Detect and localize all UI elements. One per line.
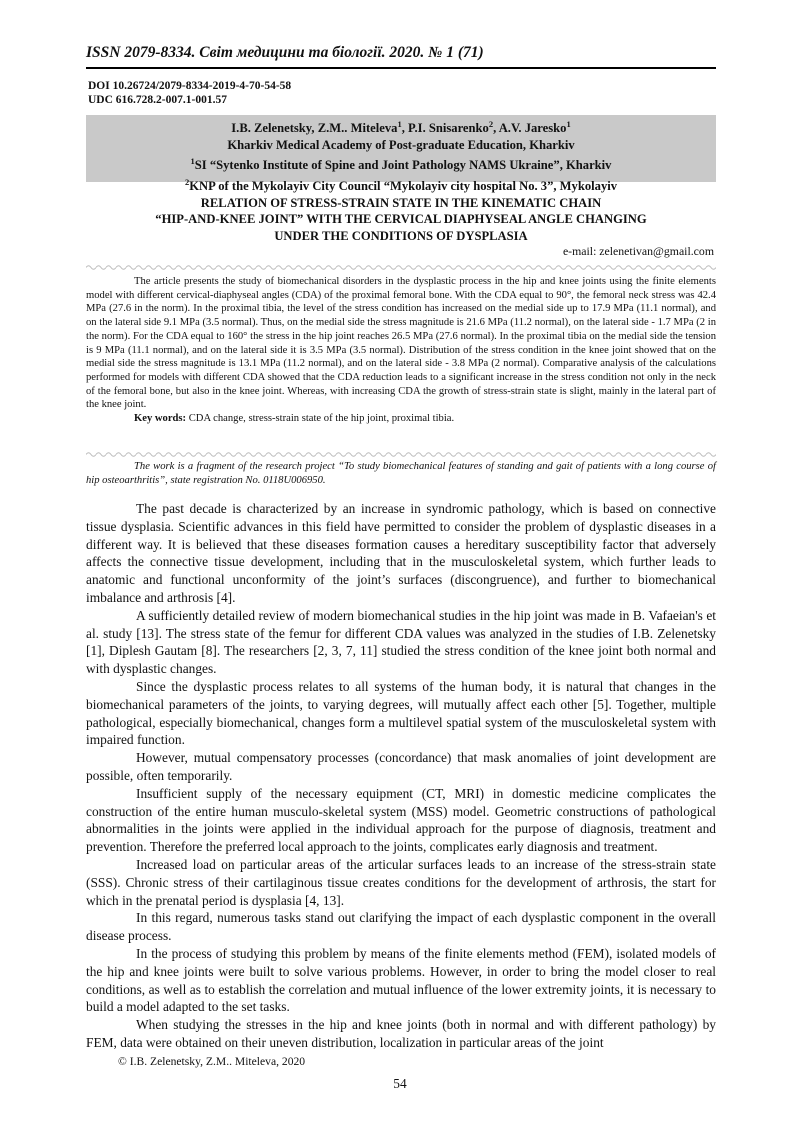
- email-contact[interactable]: e-mail: zelenetivan@gmail.com: [562, 244, 714, 258]
- wavy-divider-top: [86, 264, 716, 271]
- paragraph: Insufficient supply of the necessary equipment (CT, MRI) in domestic medicine complicates the construction of the entire human musculo-skeletal system (MSS) model. Geometric constructions of pathological abnormalities in the joints were applied in the individual approach for the purpose of diagnosis, treatment and prevention. Therefore the preferred local approach to the joints, complicates early diagnosis and treatment.: [86, 785, 716, 855]
- journal-header: ISSN 2079-8334. Світ медицини та біології. 2020. № 1 (71): [86, 44, 484, 61]
- title-line-1: RELATION OF STRESS-STRAIN STATE IN THE KINEMATIC CHAIN: [200, 196, 602, 210]
- title-line-2: “HIP-AND-KNEE JOINT” WITH THE CERVICAL DIAPHYSEAL ANGLE CHANGING: [155, 212, 647, 227]
- copyright: © I.B. Zelenetsky, Z.M.. Miteleva, 2020: [118, 1055, 306, 1068]
- doi-line: DOI 10.26724/2079-8334-2019-4-70-54-58: [88, 80, 292, 92]
- paragraph: In the process of studying this problem by means of the finite elements method (FEM), isolated models of the hip and knee joints were built to solve various problems. However, in order to bring the model closer to real conditions, as well as to establish the correlation and mutual influence of the lower extremity joints, it is necessary to build a model adapted to the set tasks.: [86, 945, 716, 1015]
- affiliation-2: $^2$KNP of the Mykolayiv City Council “Mykolayiv city hospital No. 3”, Mykolayiv: [184, 176, 618, 193]
- udc-line: UDC 616.728.2-007.1-001.57: [88, 94, 227, 106]
- authors-block: [86, 115, 716, 193]
- paragraph: The past decade is characterized by an increase in syndromic pathology, which is based on connective tissue dysplasia. Scientific advances in this field have permitted to consider the problem of dysplastic diseases in a different way. It is believed that these diseases formation causes a hereditary susceptibility factor that adversely affects the connective tissue development, including that in the musculoskeletal system, which further leads to anatomic and functional unconformity of the joint’s surfaces (discongruence), and further to biomechanical imbalance and arthrosis [4].: [86, 501, 716, 605]
- affiliation-1: $^1$SI “Sytenko Institute of Spine and Joint Pathology NAMS Ukraine”, Kharkiv: [190, 156, 612, 173]
- abstract-text: The article presents the study of biomechanical disorders in the dysplastic process in the hip and knee joints using the finite elements model with different cervical-diaphyseal angles (CDA) of the proximal femoral bone. With the CDA equal to 90°, the femoral neck stress was 42.4 MPa (27.6 in the norm). In the proximal tibia, the level of the stress condition has increased on the medial side up to 17.9 MPa (11.1 normal), and on the lateral side 9.1 MPa (3.5 normal). Thus, on the medial side the stress magnitude is 21.6 MPa (11.2 normal), on the lateral side - 1.7 MPa (2 in the norm). For the CDA equal to 160° the stress in the hip joint reaches 26.5 MPa (27.6 normal). In the proximal tibia on the medial side the tension is 9 MPa (11.1 normal), and on the lateral side it is 3.5 MPa (3.5 normal). Distribution of the stress condition in the knee joint showed that on the medial side the stress magnitude is 13.1 MPa (11.2 normal), and on the lateral side - 3.8 MPa (2 normal). Comparative analysis of the calculations performed for models with different CDA showed that the CDA reduction leads to a significant increase in the stress condition not only in the neck of the femoral bone, but also in the knee joint. Whereas, with increasing CDA the growth of stress-strain state is slight, mainly in the lateral part of the knee joint.: [86, 276, 716, 411]
- funding-note: The work is a fragment of the research project “To study biomechanical features of standing and gait of patients with a long course of hip osteoarthritis”, state registration No. 0118U006950.: [86, 461, 716, 486]
- doi-block: [88, 79, 291, 107]
- paragraph: Since the dysplastic process relates to all systems of the human body, it is natural that changes in the biomechanical parameters of the joints, to varying degrees, will mutually affect each other [5]. Together, multiple pathological, especially biomechanical, changes form a multilevel spatial system of the musculoskeletal system with impaired function.: [86, 678, 716, 748]
- paragraph: However, mutual compensatory processes (concordance) that mask anomalies of joint development are possible, often temporarily.: [86, 750, 716, 783]
- abstract: [86, 275, 716, 426]
- wavy-divider-bottom: [86, 451, 716, 458]
- article-title: [86, 195, 716, 244]
- title-line-3: UNDER THE CONDITIONS OF DYSPLASIA: [274, 228, 528, 243]
- page-number: 54: [393, 1076, 407, 1091]
- paragraph: A sufficiently detailed review of modern biomechanical studies in the hip joint was made in B. Vafaeian's et al. study [13]. The stress state of the femur for different CDA values was analyzed in the studies of I.B. Zelenetsky [1], Diplesh Gautam [8]. The researchers [2, 3, 7, 11] studied the stress condition of the knee joint both normal and with dysplastic changes.: [86, 607, 716, 677]
- paragraph: In this regard, numerous tasks stand out clarifying the impact of each dysplastic component in the overall disease process.: [86, 910, 716, 944]
- author-names: I.B. Zelenetsky, Z.M.. Miteleva$^1$, P.I. Snisarenko$^2$, A.V. Jaresko$^1$: [231, 119, 571, 136]
- header-rule: [86, 67, 716, 69]
- affiliation-0: Kharkiv Medical Academy of Post-graduate Education, Kharkiv: [227, 137, 575, 152]
- body-text: [86, 500, 716, 1052]
- paragraph: Increased load on particular areas of the articular surfaces leads to an increase of the stress-strain state (SSS). Chronic stress of their cartilaginous tissue creates conditions for the development of arthrosis, the start for which in the prenatal period is dysplasia [4, 13].: [86, 856, 716, 908]
- keywords: Key words: CDA change, stress-strain state of the hip joint, proximal tibia.: [134, 413, 455, 425]
- paragraph: When studying the stresses in the hip and knee joints (both in normal and with different pathology) by FEM, data were obtained on their uneven distribution, localization in particular areas of the joint: [86, 1017, 716, 1050]
